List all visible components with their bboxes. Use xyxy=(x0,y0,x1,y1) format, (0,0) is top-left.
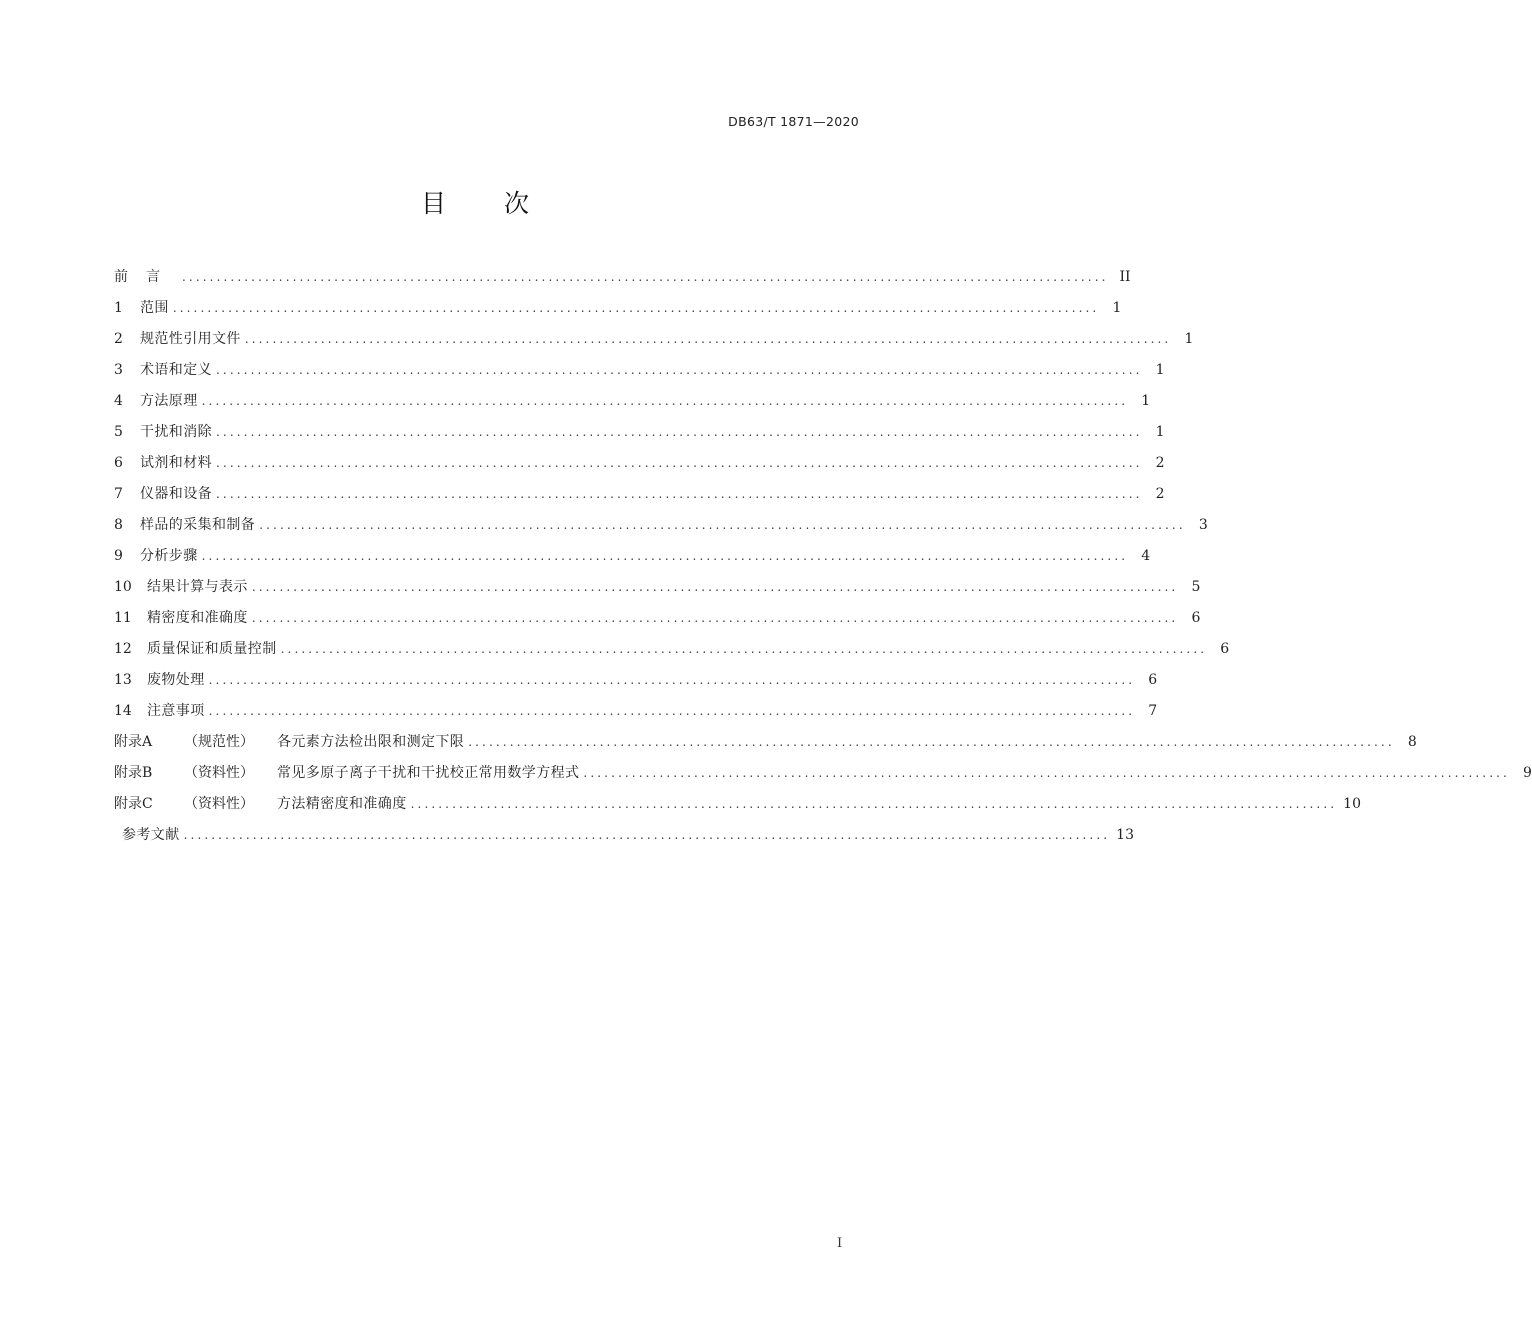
toc-leader-dots: ...................................................................................................................................... xyxy=(201,394,1129,408)
toc-item-title: 方法原理 xyxy=(140,393,198,409)
toc-item-number: 5 xyxy=(114,424,123,440)
toc-item-title: 结果计算与表示 xyxy=(147,579,248,595)
page-title-char-1: 目 xyxy=(420,189,446,218)
toc-item-appendix-c[interactable] xyxy=(114,789,1361,820)
toc-item-9[interactable] xyxy=(114,541,1151,572)
toc-item-appendix-a[interactable] xyxy=(114,727,1417,758)
toc-item-page: 13 xyxy=(1116,827,1134,843)
toc-item-number: 13 xyxy=(114,672,132,688)
toc-item-title: 规范性引用文件 xyxy=(140,331,241,347)
toc-item-page: 3 xyxy=(1198,517,1208,533)
toc-item-page: 5 xyxy=(1191,579,1201,595)
toc-item-title: 术语和定义 xyxy=(140,362,212,378)
toc-leader-dots: ...................................................................................................................................... xyxy=(201,549,1129,563)
footer-page-number: I xyxy=(837,1236,843,1251)
toc-item-page: 7 xyxy=(1148,703,1158,719)
toc-item-number: 12 xyxy=(114,641,132,657)
toc-leader-dots: ...................................................................................................................................... xyxy=(583,766,1510,780)
toc-leader-dots: ...................................................................................................................................... xyxy=(182,270,1109,284)
toc-item-page: 8 xyxy=(1407,734,1417,750)
toc-item-page: 4 xyxy=(1141,548,1151,564)
toc-item-title: 质量保证和质量控制 xyxy=(147,641,277,657)
toc-item-title: 干扰和消除 xyxy=(140,424,212,440)
toc-leader-dots: ...................................................................................................................................... xyxy=(468,735,1395,749)
toc-item-number: 14 xyxy=(114,703,132,719)
toc-item-13[interactable] xyxy=(114,665,1158,696)
toc-item-foreword[interactable] xyxy=(114,262,1131,293)
toc-item-title: 样品的采集和制备 xyxy=(140,517,256,533)
toc-leader-dots: ...................................................................................................................................... xyxy=(251,611,1179,625)
toc-item-7[interactable] xyxy=(114,479,1165,510)
toc-leader-dots: ...................................................................................................................................... xyxy=(259,518,1186,532)
table-of-contents xyxy=(114,262,1532,851)
toc-item-number: 10 xyxy=(114,579,132,595)
toc-item-title: 方法精密度和准确度 xyxy=(277,796,407,812)
toc-item-page: 9 xyxy=(1523,765,1532,781)
toc-item-title: 注意事项 xyxy=(147,703,205,719)
toc-item-number: 附录B xyxy=(114,765,153,781)
toc-item-3[interactable] xyxy=(114,355,1165,386)
toc-item-number: 2 xyxy=(114,331,123,347)
toc-item-title: 仪器和设备 xyxy=(140,486,212,502)
toc-item-title: 试剂和材料 xyxy=(140,455,212,471)
toc-item-page: 1 xyxy=(1141,393,1151,409)
toc-item-title: 废物处理 xyxy=(147,672,205,688)
toc-item-tag: （资料性） xyxy=(184,796,254,812)
toc-item-title: 精密度和准确度 xyxy=(147,610,248,626)
toc-item-10[interactable] xyxy=(114,572,1201,603)
toc-item-page: 1 xyxy=(1155,362,1165,378)
toc-item-2[interactable] xyxy=(114,324,1194,355)
toc-item-page: 1 xyxy=(1155,424,1165,440)
toc-item-6[interactable] xyxy=(114,448,1165,479)
toc-item-title: 分析步骤 xyxy=(140,548,198,564)
toc-leader-dots: ...................................................................................................................................... xyxy=(410,797,1338,811)
toc-item-number: 附录C xyxy=(114,796,153,812)
toc-item-title: 前言 xyxy=(114,269,178,285)
toc-item-page: 2 xyxy=(1155,486,1165,502)
toc-item-page: 6 xyxy=(1148,672,1158,688)
toc-leader-dots: ...................................................................................................................................... xyxy=(208,704,1136,718)
page-title-char-2: 次 xyxy=(504,189,530,218)
toc-item-1[interactable] xyxy=(114,293,1122,324)
toc-leader-dots: ...................................................................................................................................... xyxy=(208,673,1136,687)
toc-item-page: 1 xyxy=(1112,300,1122,316)
toc-item-appendix-b[interactable] xyxy=(114,758,1532,789)
toc-leader-dots: ...................................................................................................................................... xyxy=(216,456,1143,470)
toc-item-number: 8 xyxy=(114,517,123,533)
toc-item-number: 11 xyxy=(114,610,132,626)
toc-item-tag: （资料性） xyxy=(184,765,254,781)
toc-item-4[interactable] xyxy=(114,386,1151,417)
toc-item-page: 1 xyxy=(1184,331,1194,347)
toc-item-14[interactable] xyxy=(114,696,1158,727)
toc-item-page: 6 xyxy=(1220,641,1230,657)
toc-item-12[interactable] xyxy=(114,634,1230,665)
toc-item-number: 4 xyxy=(114,393,123,409)
toc-item-title: 各元素方法检出限和测定下限 xyxy=(277,734,465,750)
toc-item-number: 3 xyxy=(114,362,123,378)
toc-leader-dots: ...................................................................................................................................... xyxy=(251,580,1179,594)
toc-item-title: 参考文献 xyxy=(122,827,180,843)
toc-item-page: 10 xyxy=(1343,796,1361,812)
toc-leader-dots: ...................................................................................................................................... xyxy=(216,487,1143,501)
toc-item-page: 6 xyxy=(1191,610,1201,626)
toc-item-number: 9 xyxy=(114,548,123,564)
toc-leader-dots: ...................................................................................................................................... xyxy=(172,301,1100,315)
toc-item-number: 6 xyxy=(114,455,123,471)
toc-leader-dots: ...................................................................................................................................... xyxy=(183,828,1111,842)
toc-item-number: 附录A xyxy=(114,734,153,750)
toc-item-5[interactable] xyxy=(114,417,1165,448)
toc-item-11[interactable] xyxy=(114,603,1201,634)
toc-item-number: 7 xyxy=(114,486,123,502)
toc-item-tag: （规范性） xyxy=(184,734,254,750)
toc-leader-dots: ...................................................................................................................................... xyxy=(216,363,1143,377)
toc-leader-dots: ...................................................................................................................................... xyxy=(280,642,1208,656)
toc-item-references[interactable] xyxy=(114,820,1134,851)
toc-item-title: 常见多原子离子干扰和干扰校正常用数学方程式 xyxy=(277,765,580,781)
toc-item-title: 范围 xyxy=(140,300,169,316)
toc-item-8[interactable] xyxy=(114,510,1208,541)
toc-leader-dots: ...................................................................................................................................... xyxy=(244,332,1172,346)
document-code: DB63/T 1871—2020 xyxy=(728,114,859,129)
toc-item-page: 2 xyxy=(1155,455,1165,471)
toc-item-number: 1 xyxy=(114,300,123,316)
page-title xyxy=(0,184,950,220)
toc-item-page: II xyxy=(1119,269,1131,285)
toc-leader-dots: ...................................................................................................................................... xyxy=(216,425,1143,439)
